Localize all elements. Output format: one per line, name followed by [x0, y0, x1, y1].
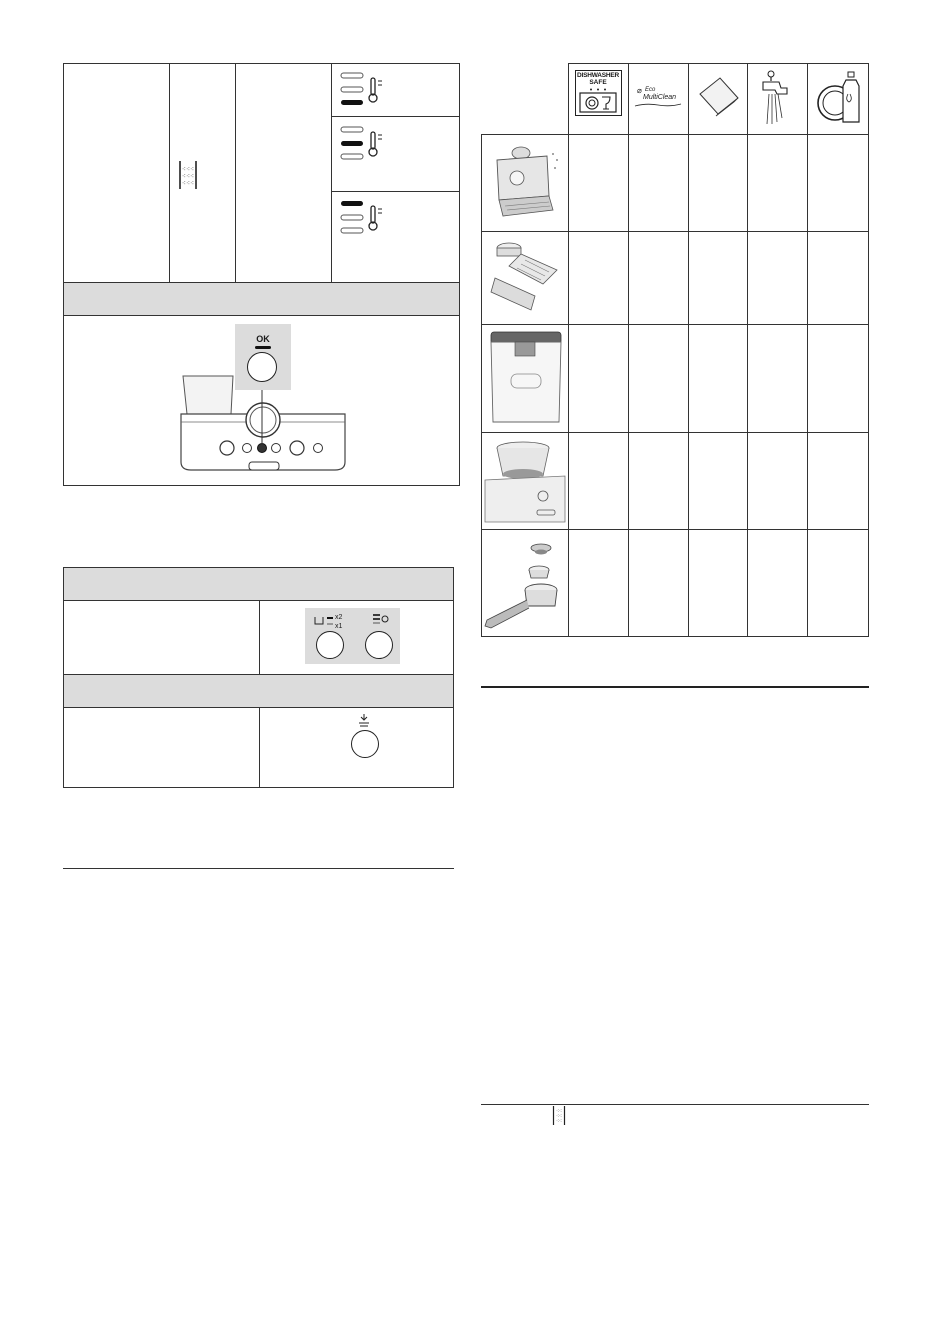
strength-button[interactable] — [365, 631, 393, 659]
water-tank-icon — [487, 328, 565, 428]
eco-multiclean-icon: Eco ⌀ MultiClean — [632, 86, 684, 108]
single-shot-label: x1 — [335, 623, 343, 630]
dishwasher-safe-icon: DISHWASHER SAFE — [575, 70, 622, 116]
section-divider-left — [63, 868, 454, 869]
cup-size-icon — [313, 613, 335, 627]
svg-text:⁖⁖: ⁖⁖ — [556, 1119, 562, 1125]
temperature-low-icon — [340, 72, 390, 108]
bean-hopper-icon — [483, 436, 567, 526]
tap-water-icon — [757, 68, 797, 126]
temperature-medium-icon — [340, 126, 390, 162]
note-divider — [481, 1104, 869, 1105]
coffee-buttons-header-band — [64, 568, 453, 600]
cloth-icon — [694, 72, 742, 120]
cup-size-button[interactable] — [316, 631, 344, 659]
ok-button[interactable] — [247, 352, 277, 382]
svg-text:⁖⁖: ⁖⁖ — [556, 1114, 562, 1120]
svg-text:⁖⁖⁖: ⁖⁖⁖ — [181, 172, 195, 180]
ok-label: OK — [256, 334, 270, 344]
hot-water-icon — [357, 713, 371, 727]
temperature-high-icon — [340, 200, 390, 236]
drip-tray-icon — [487, 236, 565, 318]
temperature-table-header-band — [64, 283, 459, 315]
ok-indicator — [255, 346, 271, 349]
espresso-machine-icon — [487, 140, 565, 226]
ok-button-callout — [235, 324, 291, 390]
hot-water-header-band — [64, 675, 453, 707]
svg-text:⁖⁖⁖: ⁖⁖⁖ — [181, 179, 195, 187]
beans-icon — [178, 160, 198, 190]
section-divider-right — [481, 686, 869, 688]
svg-text:⁖⁖⁖: ⁖⁖⁖ — [181, 165, 195, 173]
portafilter-icon — [481, 534, 567, 632]
hot-water-button[interactable] — [351, 730, 379, 758]
brew-buttons-panel — [305, 608, 400, 664]
double-shot-label: x2 — [335, 614, 343, 621]
beans-note-icon — [552, 1106, 566, 1126]
dish-soap-icon — [815, 70, 863, 126]
strength-icon — [371, 612, 391, 628]
svg-text:⁖⁖: ⁖⁖ — [556, 1109, 562, 1115]
